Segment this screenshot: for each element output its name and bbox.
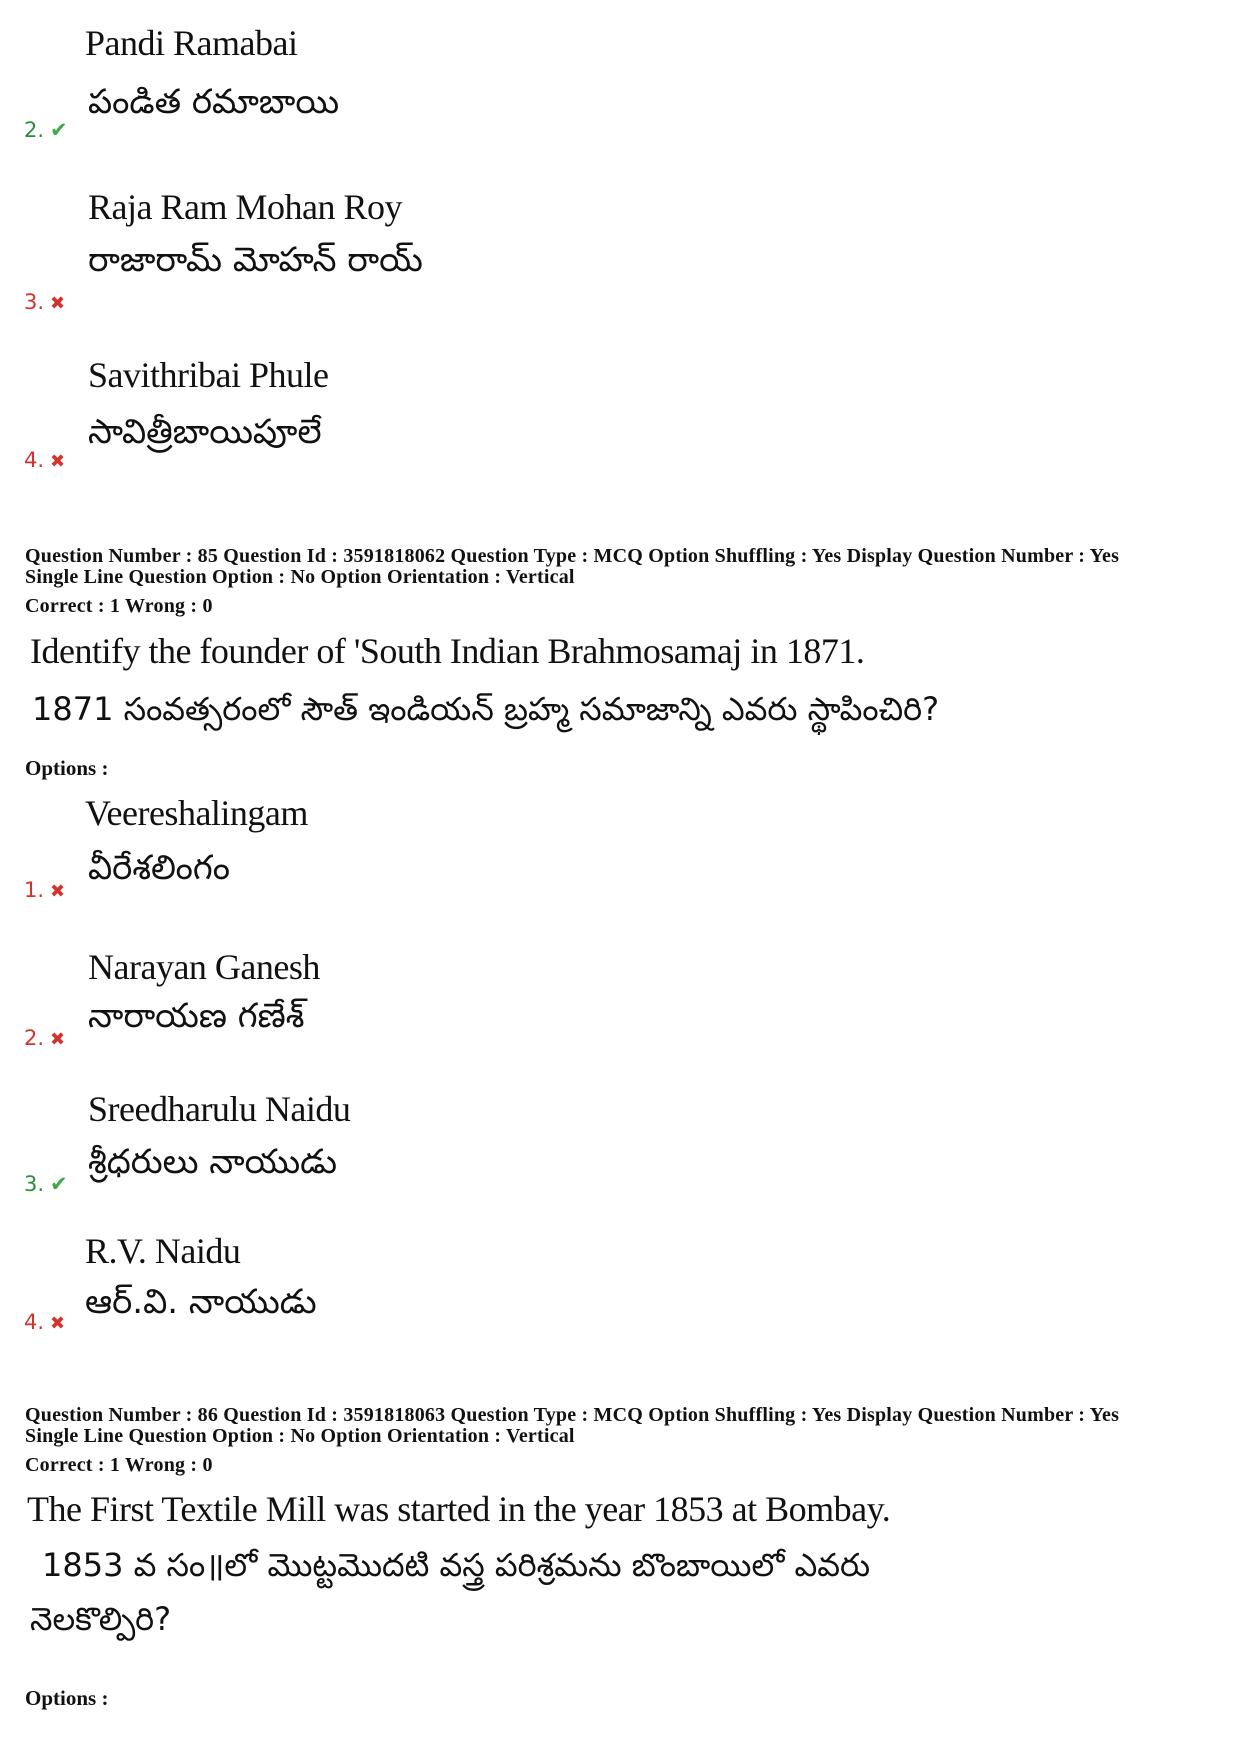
option-number: 2. ✔	[24, 118, 68, 142]
check-icon: ✔	[50, 118, 68, 142]
option-text-en: Veereshalingam	[85, 793, 308, 833]
option-text-en: Sreedharulu Naidu	[88, 1089, 351, 1129]
check-icon: ✔	[50, 1172, 68, 1196]
question-text-en: Identify the founder of 'South Indian Brahmosamaj in 1871.	[30, 631, 865, 671]
question-text-te: 1871 సంవత్సరంలో సౌత్ ఇండియన్ బ్రహ్మ సమాజాన్ని ఎవరు స్థాపించిరి?	[32, 690, 940, 728]
question-meta: Question Number : 85 Question Id : 3591818062 Question Type : MCQ Option Shuffling : Yes Display Question Number : Yes	[25, 545, 1120, 567]
option-number: 3. ✖	[24, 290, 66, 314]
option-text-en: Savithribai Phule	[88, 355, 329, 395]
cross-icon: ✖	[50, 1313, 66, 1334]
question-meta: Single Line Question Option : No Option Orientation : Vertical	[25, 1425, 575, 1447]
option-text-en: Narayan Ganesh	[88, 947, 320, 987]
options-label: Options :	[25, 1686, 109, 1710]
cross-icon: ✖	[50, 1029, 66, 1050]
option-number: 1. ✖	[24, 878, 66, 902]
question-meta: Single Line Question Option : No Option Orientation : Vertical	[25, 566, 575, 588]
question-text-te: నెలకొల్పిరి?	[30, 1600, 172, 1638]
cross-icon: ✖	[50, 293, 66, 314]
option-text-te: పండిత రమాబాయి	[88, 82, 340, 122]
option-text-en: Raja Ram Mohan Roy	[88, 187, 402, 227]
cross-icon: ✖	[50, 451, 66, 472]
option-number: 4. ✖	[24, 448, 66, 472]
option-text-te: నారాయణ గణేశ్	[88, 996, 305, 1036]
option-text-te: సావిత్రీబాయిపూలే	[88, 412, 322, 452]
question-text-te: 1853 వ సం॥లో మొట్టమొదటి వస్త్ర పరిశ్రమను బొంబాయిలో ఎవరు	[42, 1546, 871, 1584]
option-text-en: R.V. Naidu	[85, 1231, 241, 1271]
cross-icon: ✖	[50, 881, 66, 902]
question-marks: Correct : 1 Wrong : 0	[25, 595, 213, 617]
option-number: 2. ✖	[24, 1026, 66, 1050]
question-marks: Correct : 1 Wrong : 0	[25, 1454, 213, 1476]
option-text-en: Pandi Ramabai	[85, 23, 298, 63]
option-text-te: శ్రీధరులు నాయుడు	[88, 1142, 338, 1182]
option-text-te: ఆర్.వి. నాయుడు	[85, 1282, 317, 1322]
option-number: 4. ✖	[24, 1310, 66, 1334]
question-meta: Question Number : 86 Question Id : 3591818063 Question Type : MCQ Option Shuffling : Yes Display Question Number : Yes	[25, 1404, 1120, 1426]
option-text-te: రాజారామ్ మోహన్ రాయ్	[88, 240, 423, 280]
options-label: Options :	[25, 756, 109, 780]
option-text-te: వీరేశలింగం	[88, 848, 230, 888]
option-number: 3. ✔	[24, 1172, 68, 1196]
question-text-en: The First Textile Mill was started in the year 1853 at Bombay.	[27, 1489, 891, 1529]
